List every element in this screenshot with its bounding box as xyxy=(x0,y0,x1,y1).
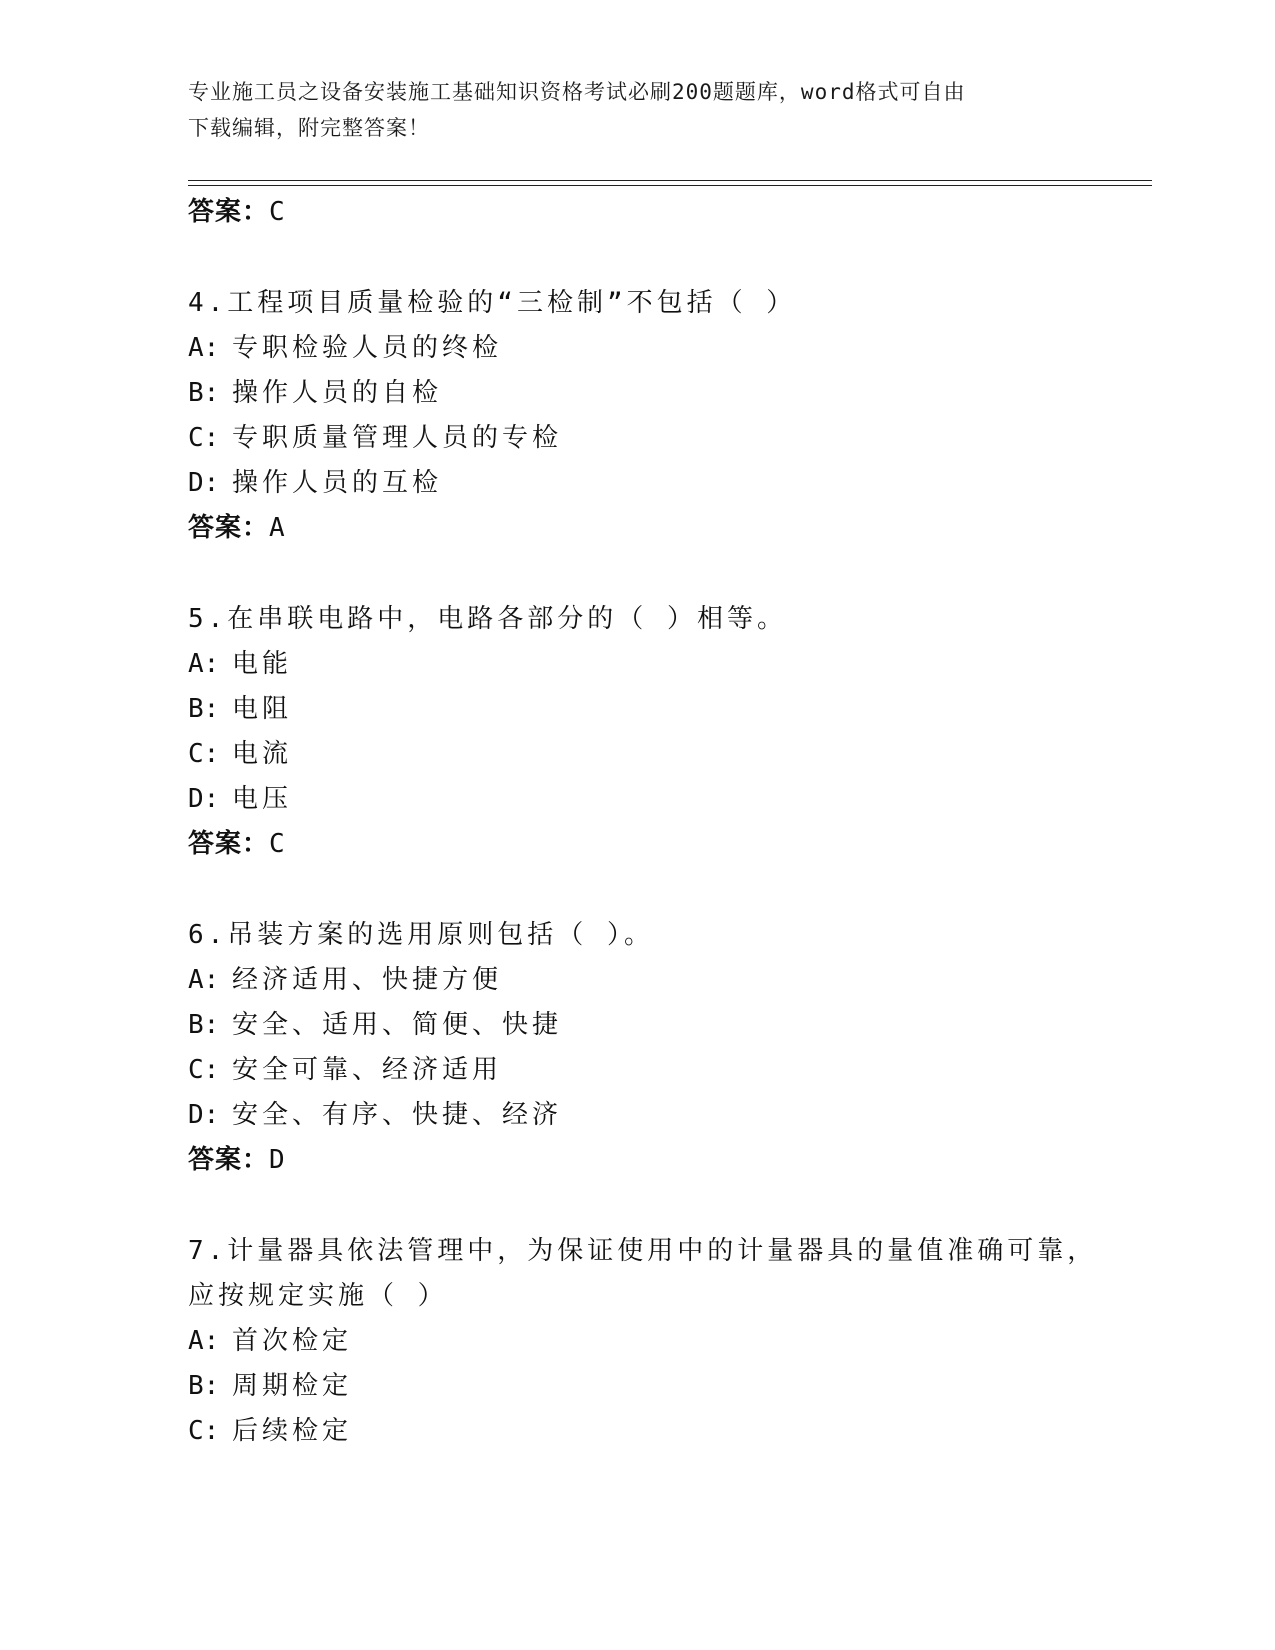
option-text: 周期检定 xyxy=(232,1371,353,1401)
option-key: D: xyxy=(188,784,220,814)
option-c xyxy=(188,1048,1128,1093)
question-stem: 5.在串联电路中，电路各部分的（ ）相等。 xyxy=(188,604,787,634)
option-key: B: xyxy=(188,1010,220,1040)
option-c xyxy=(188,732,1128,777)
option-key: C: xyxy=(188,1416,220,1446)
option-text: 操作人员的自检 xyxy=(232,378,443,408)
option-key: D: xyxy=(188,1100,220,1130)
answer-value: A xyxy=(269,513,286,543)
answer-q6 xyxy=(188,1138,1128,1183)
option-text: 电压 xyxy=(232,784,293,814)
option-key: C: xyxy=(188,423,220,453)
option-text: 专职质量管理人员的专检 xyxy=(232,423,563,453)
option-d xyxy=(188,461,1128,506)
answer-value: D xyxy=(269,1145,286,1175)
option-c xyxy=(188,416,1128,461)
option-text: 电能 xyxy=(232,649,293,679)
question-stem-line-2: 应按规定实施（ ） xyxy=(188,1281,448,1311)
option-b xyxy=(188,687,1128,732)
question-stem-line-1: 7.计量器具依法管理中，为保证使用中的计量器具的量值准确可靠， xyxy=(188,1236,1098,1266)
option-b xyxy=(188,1003,1128,1048)
option-text: 电阻 xyxy=(232,694,293,724)
document-header xyxy=(188,74,1088,146)
answer-value: C xyxy=(269,829,286,859)
option-key: C: xyxy=(188,739,220,769)
question-5 xyxy=(188,597,1128,867)
answer-q4 xyxy=(188,506,1128,551)
option-c xyxy=(188,1409,1128,1454)
option-text: 操作人员的互检 xyxy=(232,468,443,498)
question-stem: 4.工程项目质量检验的“三检制”不包括（ ） xyxy=(188,288,797,318)
option-text: 安全、适用、简便、快捷 xyxy=(232,1010,563,1040)
header-line-2: 下载编辑，附完整答案！ xyxy=(188,116,430,140)
answer-q5 xyxy=(188,822,1128,867)
option-text: 安全可靠、经济适用 xyxy=(232,1055,503,1085)
option-key: A: xyxy=(188,1326,220,1356)
question-4 xyxy=(188,281,1128,551)
option-b xyxy=(188,371,1128,416)
option-d xyxy=(188,1093,1128,1138)
answer-label: 答案： xyxy=(188,1145,270,1175)
option-key: A: xyxy=(188,333,220,363)
option-b xyxy=(188,1364,1128,1409)
answer-label: 答案： xyxy=(188,829,270,859)
option-d xyxy=(188,777,1128,822)
option-text: 后续检定 xyxy=(232,1416,353,1446)
option-key: D: xyxy=(188,468,220,498)
question-6 xyxy=(188,913,1128,1183)
spacer xyxy=(188,551,1128,597)
header-divider-bottom xyxy=(188,185,1152,186)
spacer xyxy=(188,235,1128,281)
answer-label: 答案： xyxy=(188,197,270,227)
option-text: 安全、有序、快捷、经济 xyxy=(232,1100,563,1130)
header-line-1: 专业施工员之设备安装施工基础知识资格考试必刷200题题库，word格式可自由 xyxy=(188,80,966,104)
option-a xyxy=(188,958,1128,1003)
answer-label: 答案： xyxy=(188,513,270,543)
spacer xyxy=(188,867,1128,913)
option-a xyxy=(188,326,1128,371)
option-text: 电流 xyxy=(232,739,293,769)
question-stem: 6.吊装方案的选用原则包括（ ）。 xyxy=(188,920,654,950)
option-text: 首次检定 xyxy=(232,1326,353,1356)
option-key: A: xyxy=(188,649,220,679)
option-a xyxy=(188,1319,1128,1364)
option-text: 专职检验人员的终检 xyxy=(232,333,503,363)
question-7 xyxy=(188,1229,1128,1454)
question-list xyxy=(188,190,1128,1454)
header-divider-top xyxy=(188,180,1152,181)
answer-q3 xyxy=(188,190,1128,235)
option-key: C: xyxy=(188,1055,220,1085)
option-text: 经济适用、快捷方便 xyxy=(232,965,503,995)
option-key: B: xyxy=(188,694,220,724)
answer-value: C xyxy=(269,197,286,227)
spacer xyxy=(188,1183,1128,1229)
option-key: B: xyxy=(188,1371,220,1401)
option-a xyxy=(188,642,1128,687)
option-key: B: xyxy=(188,378,220,408)
option-key: A: xyxy=(188,965,220,995)
